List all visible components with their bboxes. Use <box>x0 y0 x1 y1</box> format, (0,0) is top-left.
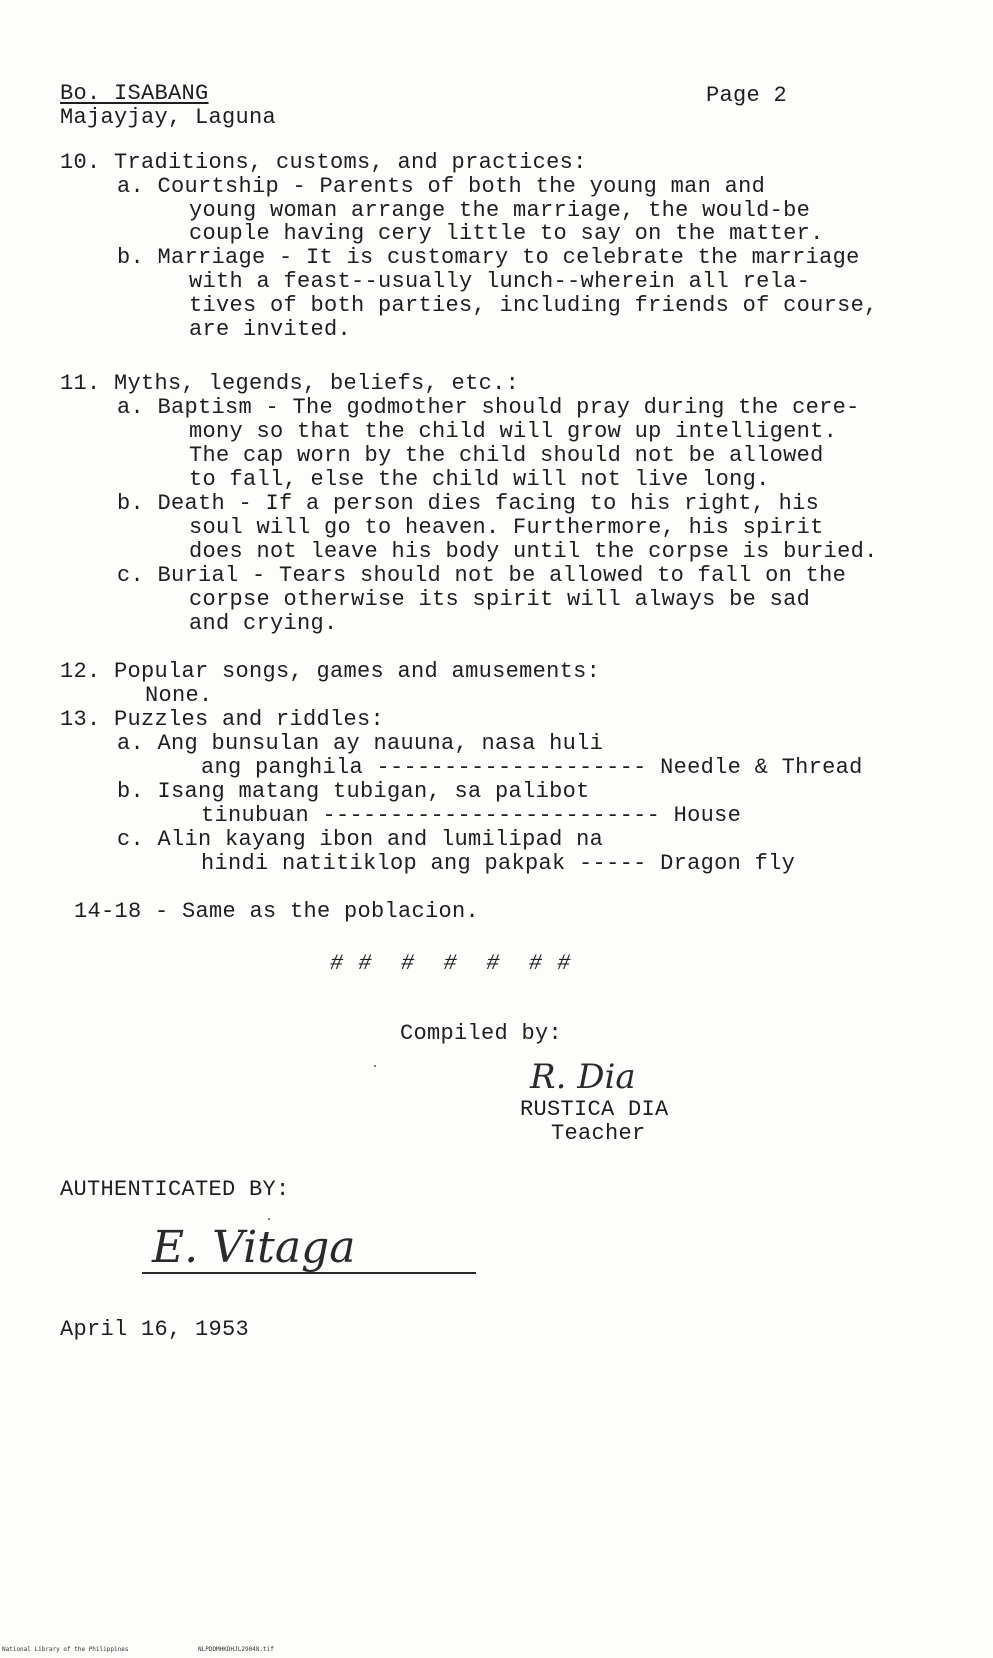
authenticator-signature: E. Vitaga <box>152 1222 356 1273</box>
authenticated-label: AUTHENTICATED BY: <box>60 1177 290 1202</box>
section-11a-line-2: mony so that the child will grow up intelligent. <box>189 419 838 444</box>
section-12-body: None. <box>145 683 213 708</box>
document-date: April 16, 1953 <box>60 1317 250 1342</box>
compiler-name: RUSTICA DIA <box>520 1097 669 1122</box>
section-10b-line-2: with a feast--usually lunch--wherein all rela- <box>189 269 811 294</box>
section-10a-line-3: couple having cery little to say on the matter. <box>189 221 824 246</box>
section-12-heading: 12. Popular songs, games and amusements: <box>60 659 601 684</box>
section-11c-line-3: and crying. <box>189 611 338 636</box>
section-10-heading: 10. Traditions, customs, and practices: <box>60 150 587 175</box>
section-11a-line-3: The cap worn by the child should not be allowed <box>189 443 824 468</box>
riddle-b-line-2: tinubuan ------------------------- House <box>201 803 742 828</box>
end-marks: # # # # # # # <box>330 951 572 976</box>
section-11-heading: 11. Myths, legends, beliefs, etc.: <box>60 371 520 396</box>
section-14-18: 14-18 - Same as the poblacion. <box>74 899 480 924</box>
riddle-b-line-1: b. Isang matang tubigan, sa palibot <box>117 779 590 804</box>
section-13-heading: 13. Puzzles and riddles: <box>60 707 385 732</box>
section-11b-line-1: b. Death - If a person dies facing to his right, his <box>117 491 820 516</box>
section-11b-line-2: soul will go to heaven. Furthermore, his spirit <box>189 515 824 540</box>
riddle-a-line-1: a. Ang bunsulan ay nauuna, nasa huli <box>117 731 604 756</box>
town-name: Majayjay, Laguna <box>60 105 277 130</box>
section-11b-line-3: does not leave his body until the corpse is buried. <box>189 539 878 564</box>
compiled-by-label: Compiled by: <box>400 1021 563 1046</box>
section-10b-line-3: tives of both parties, including friends of course, <box>189 293 878 318</box>
riddle-c-line-1: c. Alin kayang ibon and lumilipad na <box>117 827 604 852</box>
speck <box>268 1218 270 1220</box>
footer-file: NLPDDMHKDHJL29048.tif <box>198 1646 274 1653</box>
section-10b-line-1: b. Marriage - It is customary to celebrate the marriage <box>117 245 860 270</box>
page-number: Page 2 <box>706 83 788 108</box>
barrio-name: Bo. ISABANG <box>60 81 209 106</box>
section-10a-line-2: young woman arrange the marriage, the would-be <box>189 198 811 223</box>
speck <box>374 1065 376 1067</box>
riddle-a-line-2: ang panghila -------------------- Needle & Thread <box>201 755 863 780</box>
section-10b-line-4: are invited. <box>189 317 352 342</box>
section-10a-line-1: a. Courtship - Parents of both the young man and <box>117 174 766 199</box>
footer-library: National Library of the Philippines <box>2 1646 129 1653</box>
compiler-title: Teacher <box>551 1121 646 1146</box>
signature-line <box>142 1272 476 1274</box>
riddle-c-line-2: hindi natitiklop ang pakpak ----- Dragon fly <box>201 851 796 876</box>
section-11a-line-4: to fall, else the child will not live long. <box>189 467 770 492</box>
section-11a-line-1: a. Baptism - The godmother should pray during the cere- <box>117 395 860 420</box>
section-11c-line-2: corpse otherwise its spirit will always be sad <box>189 587 811 612</box>
compiler-signature: R. Dia <box>530 1057 636 1097</box>
section-11c-line-1: c. Burial - Tears should not be allowed to fall on the <box>117 563 847 588</box>
